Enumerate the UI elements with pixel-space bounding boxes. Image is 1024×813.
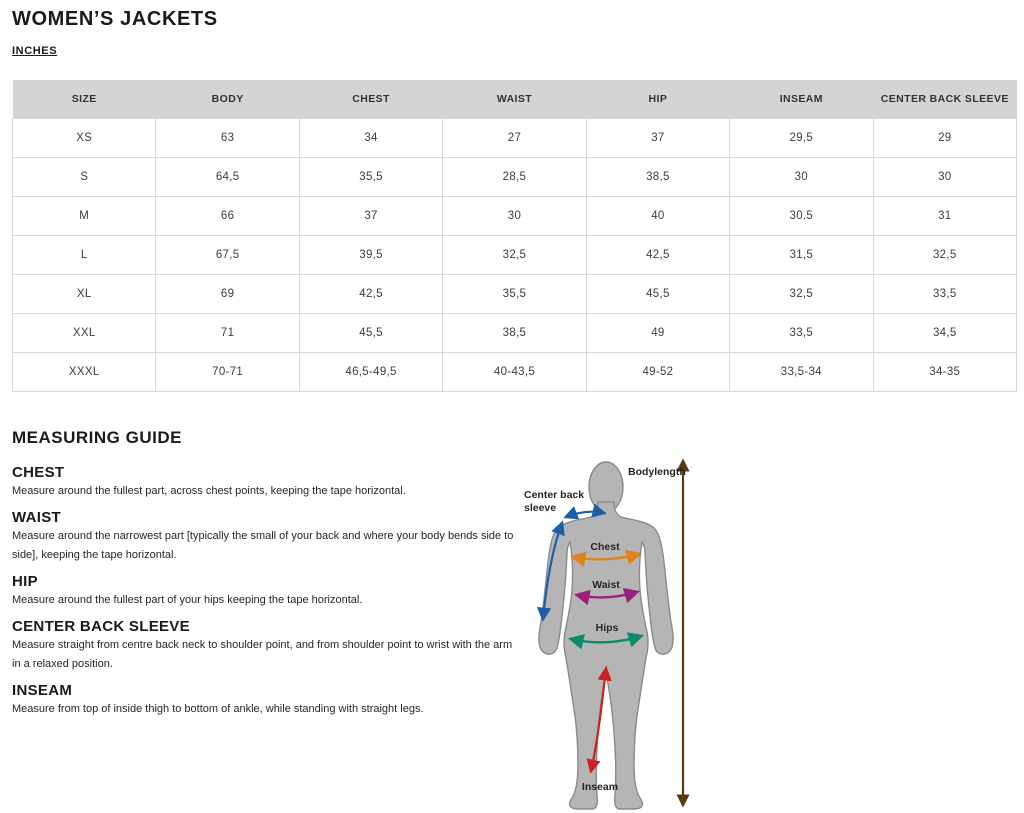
measuring-guide-sections bbox=[12, 465, 514, 719]
measurement-cell: 40-43,5 bbox=[443, 352, 586, 391]
table-body bbox=[13, 118, 1017, 391]
size-cell: XXL bbox=[13, 313, 156, 352]
waist-label: Waist bbox=[592, 579, 620, 591]
column-header: CHEST bbox=[299, 80, 442, 118]
guide-section-text: Measure straight from centre back neck to shoulder point, and from shoulder point to wrist with the arm in a relaxed position. bbox=[12, 639, 513, 670]
measurement-cell: 67,5 bbox=[156, 235, 299, 274]
column-header: CENTER BACK SLEEVE bbox=[873, 80, 1016, 118]
size-cell: S bbox=[13, 157, 156, 196]
measurement-cell: 33,5-34 bbox=[730, 352, 873, 391]
guide-section-heading: HIP bbox=[12, 573, 38, 590]
measurement-cell: 28,5 bbox=[443, 157, 586, 196]
guide-section-heading: CHEST bbox=[12, 464, 65, 481]
chest-label: Chest bbox=[590, 541, 620, 553]
guide-section-text: Measure around the fullest part of your hips keeping the tape horizontal. bbox=[12, 594, 363, 606]
units-inches-link[interactable]: INCHES bbox=[12, 45, 58, 57]
measurement-cell: 33,5 bbox=[730, 313, 873, 352]
column-header: WAIST bbox=[443, 80, 586, 118]
column-header: SIZE bbox=[13, 80, 156, 118]
size-cell: XS bbox=[13, 118, 156, 157]
measurement-cell: 49 bbox=[586, 313, 729, 352]
measurement-cell: 38,5 bbox=[443, 313, 586, 352]
measurement-cell: 39,5 bbox=[299, 235, 442, 274]
guide-section-heading: CENTER BACK SLEEVE bbox=[12, 618, 190, 635]
measurement-cell: 34-35 bbox=[873, 352, 1016, 391]
size-cell: L bbox=[13, 235, 156, 274]
measurement-cell: 42,5 bbox=[586, 235, 729, 274]
measurement-cell: 66 bbox=[156, 196, 299, 235]
measurement-cell: 71 bbox=[156, 313, 299, 352]
measurement-cell: 30 bbox=[873, 157, 1016, 196]
table-row bbox=[13, 274, 1017, 313]
measurement-cell: 37 bbox=[586, 118, 729, 157]
measurement-cell: 64,5 bbox=[156, 157, 299, 196]
measurement-cell: 31,5 bbox=[730, 235, 873, 274]
measurement-cell: 34,5 bbox=[873, 313, 1016, 352]
column-header: HIP bbox=[586, 80, 729, 118]
table-row bbox=[13, 235, 1017, 274]
page-title: WOMEN’S JACKETS bbox=[12, 8, 218, 30]
guide-section-heading: WAIST bbox=[12, 509, 61, 526]
guide-section-text: Measure around the narrowest part [typically the small of your back and where your body bends side to side], keeping the tape horizontal. bbox=[12, 530, 514, 561]
guide-section-heading: INSEAM bbox=[12, 682, 73, 699]
measurement-cell: 30 bbox=[443, 196, 586, 235]
table-row bbox=[13, 118, 1017, 157]
guide-section-text: Measure from top of inside thigh to bottom of ankle, while standing with straight legs. bbox=[12, 703, 424, 715]
table-row bbox=[13, 313, 1017, 352]
measurement-cell: 34 bbox=[299, 118, 442, 157]
column-header: INSEAM bbox=[730, 80, 873, 118]
table-row bbox=[13, 196, 1017, 235]
body-silhouette bbox=[539, 462, 673, 809]
measuring-diagram bbox=[510, 450, 710, 813]
guide-section bbox=[12, 510, 514, 565]
measurement-cell: 29 bbox=[873, 118, 1016, 157]
measurement-cell: 69 bbox=[156, 274, 299, 313]
measurement-cell: 49-52 bbox=[586, 352, 729, 391]
measurement-cell: 63 bbox=[156, 118, 299, 157]
hips-label: Hips bbox=[595, 622, 619, 634]
measurement-cell: 30.5 bbox=[730, 196, 873, 235]
measurement-cell: 32,5 bbox=[730, 274, 873, 313]
center-back-sleeve-label-line2: sleeve bbox=[524, 502, 557, 514]
size-cell: M bbox=[13, 196, 156, 235]
measurement-cell: 27 bbox=[443, 118, 586, 157]
size-cell: XL bbox=[13, 274, 156, 313]
measurement-cell: 30 bbox=[730, 157, 873, 196]
table-header-row bbox=[13, 80, 1017, 118]
guide-section bbox=[12, 683, 514, 719]
measuring-guide-title: MEASURING GUIDE bbox=[12, 428, 182, 447]
size-chart-table bbox=[12, 80, 1017, 392]
measurement-cell: 40 bbox=[586, 196, 729, 235]
size-cell: XXXL bbox=[13, 352, 156, 391]
measurement-cell: 45,5 bbox=[586, 274, 729, 313]
guide-section-text: Measure around the fullest part, across chest points, keeping the tape horizontal. bbox=[12, 485, 406, 497]
measurement-cell: 32,5 bbox=[873, 235, 1016, 274]
center-back-sleeve-label-line1: Center back bbox=[524, 489, 585, 501]
measurement-cell: 37 bbox=[299, 196, 442, 235]
measurement-cell: 29,5 bbox=[730, 118, 873, 157]
inseam-label: Inseam bbox=[581, 781, 619, 793]
table-row bbox=[13, 352, 1017, 391]
guide-section bbox=[12, 465, 514, 501]
column-header: BODY bbox=[156, 80, 299, 118]
measurement-cell: 45,5 bbox=[299, 313, 442, 352]
measurement-cell: 35,5 bbox=[443, 274, 586, 313]
measurement-cell: 32,5 bbox=[443, 235, 586, 274]
measurement-cell: 35,5 bbox=[299, 157, 442, 196]
measurement-cell: 42,5 bbox=[299, 274, 442, 313]
table-row bbox=[13, 157, 1017, 196]
measurement-cell: 70-71 bbox=[156, 352, 299, 391]
measurement-cell: 31 bbox=[873, 196, 1016, 235]
measurement-cell: 33,5 bbox=[873, 274, 1016, 313]
table-head bbox=[13, 80, 1017, 118]
measuring-guide bbox=[12, 428, 514, 728]
bodylength-label: Bodylength bbox=[628, 466, 686, 478]
guide-section bbox=[12, 619, 514, 674]
measurement-cell: 46,5-49,5 bbox=[299, 352, 442, 391]
guide-section bbox=[12, 574, 514, 610]
measurement-cell: 38,5 bbox=[586, 157, 729, 196]
